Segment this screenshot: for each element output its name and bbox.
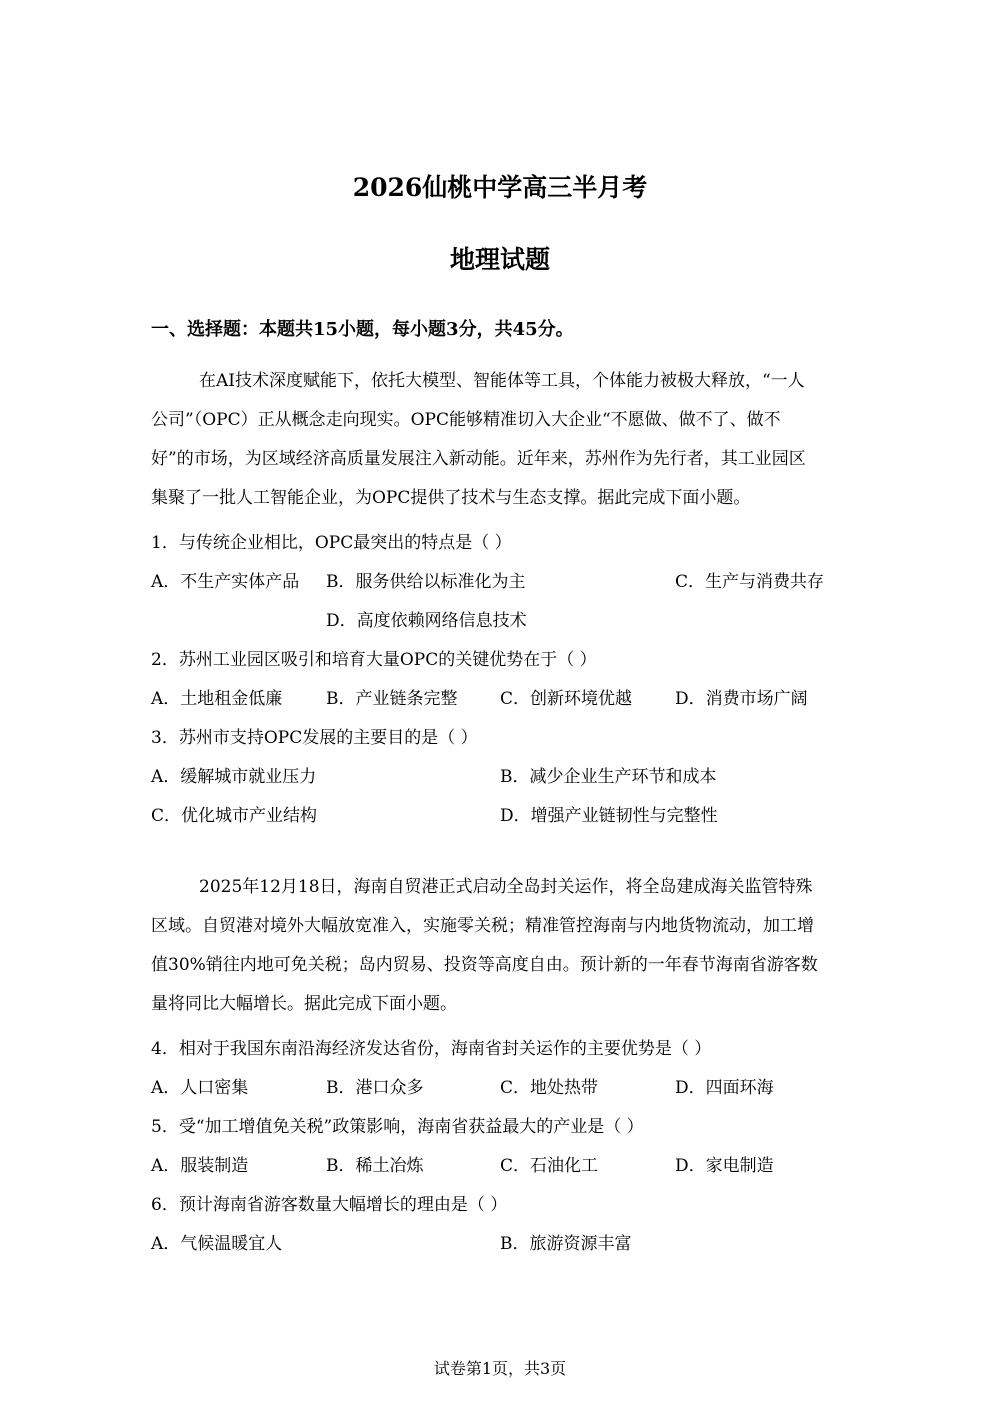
question-1-option-b: B．服务供给以标准化为主 (326, 572, 526, 592)
passage-line: 区域。自贸港对境外大幅放宽准入，实施零关税；精准管控海南与内地货物流动，加工增 (151, 916, 814, 936)
passage-line: 集聚了一批人工智能企业，为OPC提供了技术与生态支撑。据此完成下面小题。 (151, 488, 751, 508)
question-5-stem: 5．受“加工增值免关税”政策影响，海南省获益最大的产业是（ ） (151, 1117, 644, 1137)
question-1-option-a: A．不生产实体产品 (151, 572, 300, 592)
question-3-option-c: C．优化城市产业结构 (151, 806, 318, 826)
exam-subtitle: 地理试题 (449, 245, 550, 274)
question-3-option-b: B．减少企业生产环节和成本 (500, 767, 717, 787)
passage-2 (151, 868, 851, 1024)
question-1-stem: 1．与传统企业相比，OPC最突出的特点是（ ） (151, 533, 512, 553)
page-footer: 试卷第1页，共3页 (433, 1359, 567, 1378)
question-2-option-d: D．消费市场广阔 (675, 689, 808, 709)
passage-line: 好”的市场，为区域经济高质量发展注入新动能。近年来，苏州作为先行者，其工业园区 (151, 449, 806, 469)
passage-line: 量将同比大幅增长。据此完成下面小题。 (151, 994, 457, 1014)
question-2-option-b: B．产业链条完整 (326, 689, 458, 709)
question-4-option-a: A．人口密集 (151, 1078, 249, 1098)
question-5-option-b: B．稀土冶炼 (326, 1156, 424, 1176)
question-5-option-a: A．服装制造 (151, 1156, 249, 1176)
question-3-option-a: A．缓解城市就业压力 (151, 767, 317, 787)
question-1-option-d: D．高度依赖网络信息技术 (326, 611, 527, 631)
passage-line: 值30%销往内地可免关税；岛内贸易、投资等高度自由。预计新的一年春节海南省游客数 (151, 955, 818, 975)
question-3-stem: 3．苏州市支持OPC发展的主要目的是（ ） (151, 728, 478, 748)
question-4-option-d: D．四面环海 (675, 1078, 774, 1098)
passage-line: 公司”（OPC）正从概念走向现实。OPC能够精准切入大企业“不愿做、做不了、做不 (151, 410, 781, 430)
question-2-stem: 2．苏州工业园区吸引和培育大量OPC的关键优势在于（ ） (151, 650, 597, 670)
exam-title: 2026仙桃中学高三半月考 (352, 173, 648, 202)
question-4-stem: 4．相对于我国东南沿海经济发达省份，海南省封关运作的主要优势是（ ） (151, 1039, 712, 1059)
question-1-option-c: C．生产与消费共存 (675, 572, 825, 592)
question-4-option-b: B．港口众多 (326, 1078, 424, 1098)
question-6-option-a: A．气候温暖宜人 (151, 1234, 283, 1254)
question-2-option-c: C．创新环境优越 (500, 689, 633, 709)
question-4-option-c: C．地处热带 (500, 1078, 599, 1098)
question-5-option-d: D．家电制造 (675, 1156, 774, 1176)
passage-1 (151, 362, 851, 518)
question-5-option-c: C．石油化工 (500, 1156, 599, 1176)
question-2-option-a: A．土地租金低廉 (151, 689, 283, 709)
section-heading: 一、选择题：本题共15小题，每小题3分，共45分。 (151, 319, 574, 340)
question-6-stem: 6．预计海南省游客数量大幅增长的理由是（ ） (151, 1195, 508, 1215)
passage-line: 2025年12月18日，海南自贸港正式启动全岛封关运作，将全岛建成海关监管特殊 (199, 877, 813, 897)
passage-line: 在AI技术深度赋能下，依托大模型、智能体等工具，个体能力被极大释放，“一人 (199, 371, 805, 391)
question-3-option-d: D．增强产业链韧性与完整性 (500, 806, 718, 826)
question-6-option-b: B．旅游资源丰富 (500, 1234, 632, 1254)
